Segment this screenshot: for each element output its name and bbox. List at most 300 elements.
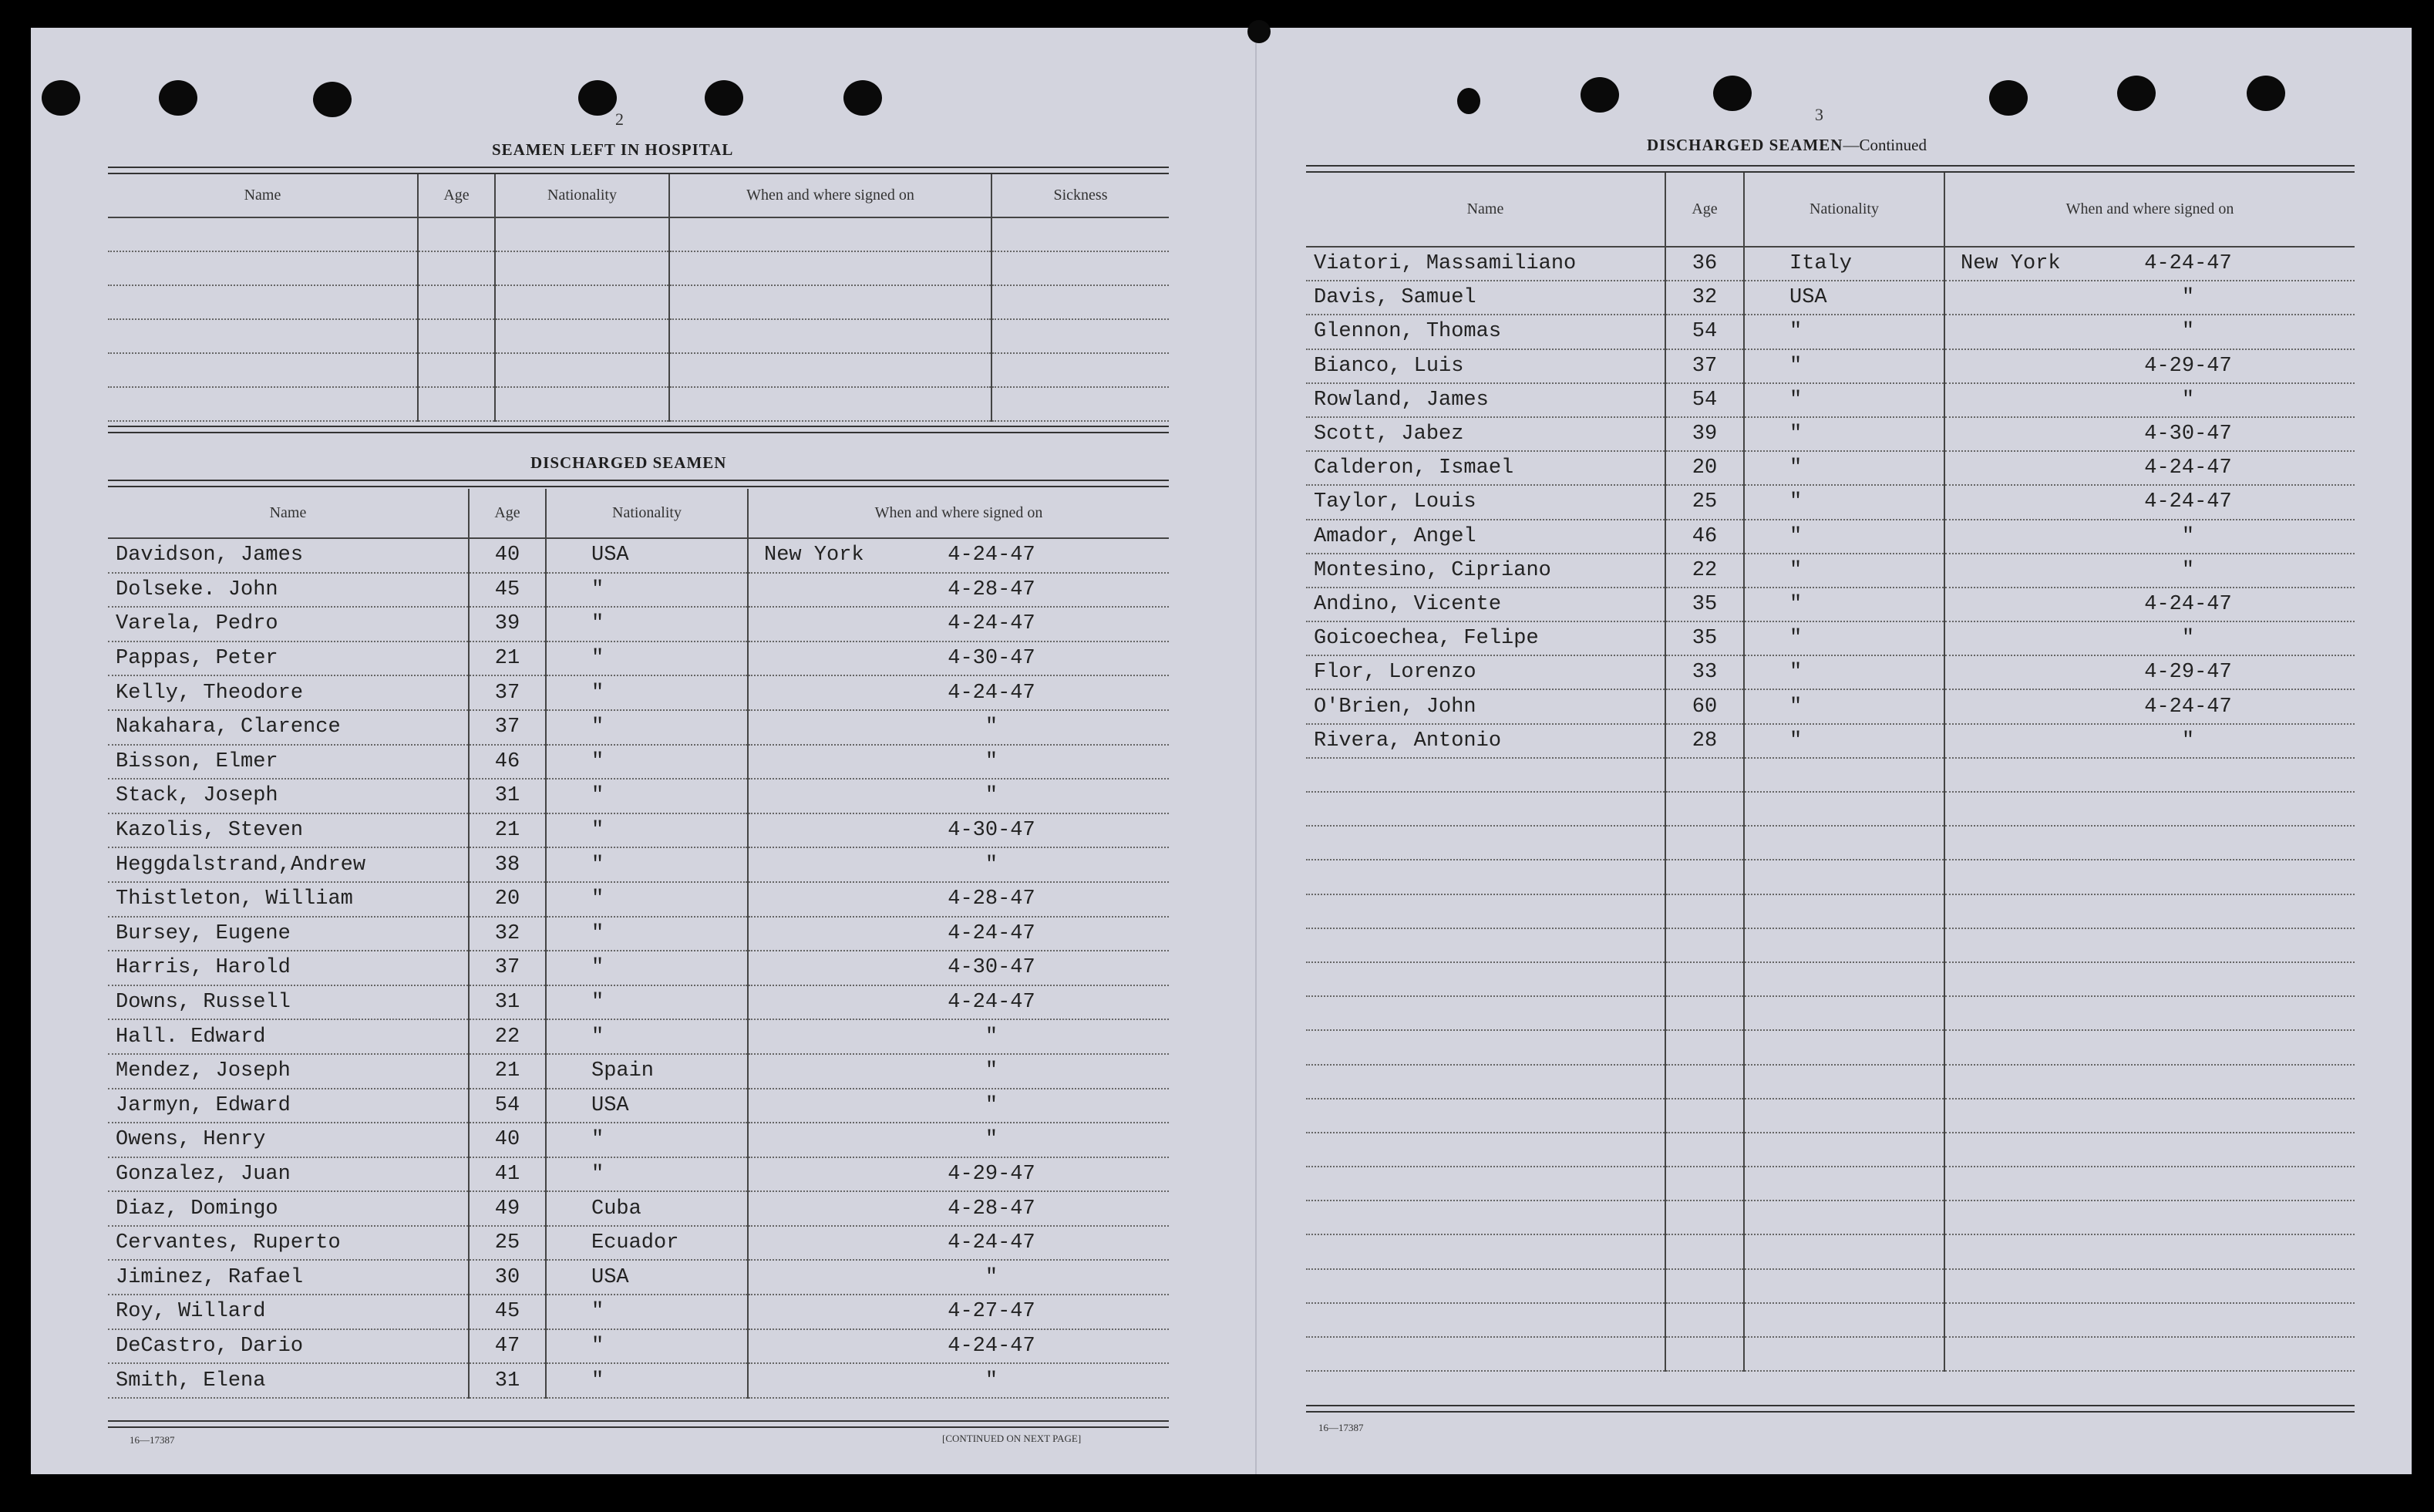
signed-on-cell xyxy=(748,538,1169,573)
signed-on-cell xyxy=(748,985,1169,1020)
blank-row xyxy=(108,217,1169,251)
blank-cell xyxy=(418,387,495,421)
blank-cell xyxy=(418,285,495,319)
signed-on-cell xyxy=(748,1157,1169,1192)
table-row xyxy=(108,538,1169,573)
blank-cell xyxy=(108,217,418,251)
punch-hole xyxy=(1989,80,2028,116)
seaman-age: 31 xyxy=(469,779,546,813)
blank-cell xyxy=(1665,1133,1744,1167)
column-header-sickness: Sickness xyxy=(991,174,1169,217)
signed-on-date: " xyxy=(2181,627,2195,651)
signed-on-date: " xyxy=(985,784,998,808)
table-row xyxy=(108,675,1169,710)
seaman-age: 47 xyxy=(469,1329,546,1364)
seaman-name: Jarmyn, Edward xyxy=(108,1089,469,1123)
blank-row xyxy=(1306,1133,2355,1167)
blank-cell xyxy=(1306,962,1665,996)
blank-row xyxy=(1306,1269,2355,1303)
seaman-name: Bursey, Eugene xyxy=(108,917,469,951)
discharged-continued-table xyxy=(1306,173,2355,1372)
blank-cell xyxy=(991,353,1169,387)
signed-on-date: " xyxy=(2181,388,2195,412)
blank-cell xyxy=(1306,758,1665,792)
blank-row xyxy=(1306,894,2355,928)
seaman-nationality: " xyxy=(1744,383,1944,417)
seaman-nationality: " xyxy=(1744,315,1944,349)
seaman-nationality: " xyxy=(546,710,748,745)
seaman-age: 39 xyxy=(469,607,546,642)
signed-on-date: " xyxy=(985,1128,998,1152)
blank-cell xyxy=(1944,758,2355,792)
column-header-name: Name xyxy=(1306,173,1665,247)
blank-cell xyxy=(1665,1030,1744,1064)
signed-on-cell xyxy=(1944,485,2355,519)
blank-cell xyxy=(495,319,669,353)
double-rule xyxy=(108,480,1169,487)
signed-on-date: " xyxy=(985,1025,998,1049)
blank-cell xyxy=(1306,996,1665,1030)
blank-cell xyxy=(1744,1234,1944,1268)
seaman-nationality: " xyxy=(546,882,748,917)
seaman-nationality: USA xyxy=(1744,281,1944,315)
seaman-age: 38 xyxy=(469,847,546,882)
double-rule xyxy=(1306,1405,2355,1413)
signed-on-cell xyxy=(748,847,1169,882)
seaman-nationality: " xyxy=(546,779,748,813)
blank-cell xyxy=(1944,996,2355,1030)
blank-row xyxy=(1306,792,2355,826)
blank-cell xyxy=(1306,1065,1665,1099)
signed-on-cell xyxy=(1944,621,2355,655)
seaman-nationality: " xyxy=(1744,349,1944,383)
signed-on-date: " xyxy=(2181,729,2195,753)
signed-on-date: 4-28-47 xyxy=(948,578,1035,601)
table-row xyxy=(108,745,1169,780)
seaman-name: Amador, Angel xyxy=(1306,520,1665,554)
table-row xyxy=(1306,588,2355,621)
table-row xyxy=(108,573,1169,608)
blank-cell xyxy=(1306,1234,1665,1268)
table-row xyxy=(108,1329,1169,1364)
seaman-age: 22 xyxy=(469,1019,546,1054)
blank-cell xyxy=(991,285,1169,319)
signed-on-cell xyxy=(748,1019,1169,1054)
blank-row xyxy=(1306,1030,2355,1064)
blank-cell xyxy=(1744,1201,1944,1234)
seaman-nationality: USA xyxy=(546,538,748,573)
seaman-name: Calderon, Ismael xyxy=(1306,451,1665,485)
signed-on-date: 4-24-47 xyxy=(948,1231,1035,1255)
column-header-signed-on: When and where signed on xyxy=(748,489,1169,538)
blank-cell xyxy=(991,387,1169,421)
seaman-name: DeCastro, Dario xyxy=(108,1329,469,1364)
seaman-nationality: " xyxy=(546,573,748,608)
table-row xyxy=(108,1054,1169,1089)
blank-cell xyxy=(669,353,991,387)
punch-hole xyxy=(42,80,80,116)
discharged-table-header xyxy=(108,489,1169,538)
left-page xyxy=(31,28,1257,1474)
blank-cell xyxy=(1665,1099,1744,1133)
blank-row xyxy=(108,285,1169,319)
blank-cell xyxy=(108,251,418,285)
signed-on-cell xyxy=(1944,655,2355,689)
seaman-nationality: " xyxy=(546,1019,748,1054)
signed-on-date: 4-29-47 xyxy=(2144,354,2232,378)
blank-cell xyxy=(1944,1167,2355,1201)
seaman-age: 54 xyxy=(1665,315,1744,349)
seaman-nationality: " xyxy=(1744,621,1944,655)
signed-on-cell xyxy=(748,882,1169,917)
punch-hole xyxy=(159,80,197,116)
blank-row xyxy=(108,353,1169,387)
seaman-nationality: " xyxy=(546,607,748,642)
blank-cell xyxy=(1306,1269,1665,1303)
seaman-name: Kazolis, Steven xyxy=(108,813,469,848)
blank-cell xyxy=(1944,826,2355,860)
blank-cell xyxy=(1944,962,2355,996)
signed-on-date: 4-29-47 xyxy=(948,1162,1035,1186)
seaman-nationality: " xyxy=(546,1123,748,1157)
discharged-continued-title xyxy=(1647,136,1927,155)
table-row xyxy=(108,1226,1169,1261)
seaman-name: Cervantes, Ruperto xyxy=(108,1226,469,1261)
seaman-age: 54 xyxy=(469,1089,546,1123)
signed-on-date: 4-30-47 xyxy=(948,956,1035,980)
section-title-suffix: —Continued xyxy=(1843,136,1927,154)
table-row xyxy=(108,1123,1169,1157)
table-row xyxy=(108,985,1169,1020)
blank-cell xyxy=(1306,1133,1665,1167)
seaman-name: Rowland, James xyxy=(1306,383,1665,417)
seaman-age: 37 xyxy=(469,675,546,710)
punch-hole xyxy=(1457,88,1480,114)
signed-on-date: 4-27-47 xyxy=(948,1300,1035,1324)
seaman-name: Mendez, Joseph xyxy=(108,1054,469,1089)
blank-row xyxy=(108,319,1169,353)
seaman-age: 20 xyxy=(1665,451,1744,485)
discharged-table xyxy=(108,489,1169,1399)
signed-on-cell xyxy=(748,1191,1169,1226)
seaman-name: Pappas, Peter xyxy=(108,642,469,676)
signed-on-cell xyxy=(1944,281,2355,315)
signed-on-date: " xyxy=(985,1369,998,1392)
signed-on-date: " xyxy=(2181,524,2195,548)
seaman-name: Montesino, Cipriano xyxy=(1306,554,1665,588)
blank-cell xyxy=(418,319,495,353)
seaman-nationality: " xyxy=(546,813,748,848)
blank-cell xyxy=(991,319,1169,353)
signed-on-cell xyxy=(748,1260,1169,1295)
blank-cell xyxy=(1744,1099,1944,1133)
signed-on-cell xyxy=(748,1226,1169,1261)
table-row xyxy=(108,1157,1169,1192)
seaman-nationality: " xyxy=(1744,417,1944,451)
seaman-name: Goicoechea, Felipe xyxy=(1306,621,1665,655)
blank-cell xyxy=(1665,928,1744,962)
seaman-name: Kelly, Theodore xyxy=(108,675,469,710)
seaman-age: 31 xyxy=(469,985,546,1020)
blank-cell xyxy=(991,251,1169,285)
signed-on-cell xyxy=(748,779,1169,813)
hospital-table-header xyxy=(108,174,1169,217)
seaman-nationality: " xyxy=(1744,689,1944,723)
blank-row xyxy=(1306,1167,2355,1201)
seaman-name: Thistleton, William xyxy=(108,882,469,917)
column-header-name: Name xyxy=(108,489,469,538)
seaman-nationality: Ecuador xyxy=(546,1226,748,1261)
blank-cell xyxy=(1744,894,1944,928)
seaman-age: 45 xyxy=(469,573,546,608)
blank-cell xyxy=(1744,1303,1944,1337)
seaman-age: 21 xyxy=(469,642,546,676)
seaman-nationality: " xyxy=(546,1329,748,1364)
hospital-section-title: SEAMEN LEFT IN HOSPITAL xyxy=(492,140,734,159)
table-row xyxy=(1306,655,2355,689)
column-header-age: Age xyxy=(469,489,546,538)
table-row xyxy=(1306,485,2355,519)
table-row xyxy=(108,1260,1169,1295)
seaman-nationality: " xyxy=(1744,520,1944,554)
signed-on-date: 4-24-47 xyxy=(948,1334,1035,1358)
signed-on-cell xyxy=(1944,349,2355,383)
blank-row xyxy=(1306,1337,2355,1371)
seaman-age: 21 xyxy=(469,1054,546,1089)
table-row xyxy=(108,1089,1169,1123)
blank-cell xyxy=(1944,1099,2355,1133)
signed-on-cell xyxy=(748,607,1169,642)
blank-cell xyxy=(1944,1269,2355,1303)
blank-cell xyxy=(1944,860,2355,894)
punch-hole xyxy=(1247,20,1271,43)
blank-cell xyxy=(495,285,669,319)
signed-on-cell xyxy=(748,1123,1169,1157)
signed-on-cell xyxy=(1944,451,2355,485)
table-row xyxy=(108,1363,1169,1398)
seaman-name: Heggdalstrand,Andrew xyxy=(108,847,469,882)
blank-cell xyxy=(1744,758,1944,792)
table-row xyxy=(108,779,1169,813)
signed-on-date: " xyxy=(2181,320,2195,344)
signed-on-cell xyxy=(748,710,1169,745)
seaman-nationality: " xyxy=(546,917,748,951)
signed-on-cell xyxy=(748,917,1169,951)
blank-row xyxy=(1306,1201,2355,1234)
seaman-nationality: Spain xyxy=(546,1054,748,1089)
blank-cell xyxy=(1744,1269,1944,1303)
seaman-name: Stack, Joseph xyxy=(108,779,469,813)
column-header-signed-on: When and where signed on xyxy=(669,174,991,217)
blank-cell xyxy=(1665,826,1744,860)
seaman-age: 37 xyxy=(469,710,546,745)
signed-on-date: 4-30-47 xyxy=(2144,423,2232,446)
signed-on-date: 4-28-47 xyxy=(948,887,1035,911)
blank-row xyxy=(108,251,1169,285)
seaman-nationality: " xyxy=(1744,655,1944,689)
signed-on-cell xyxy=(748,675,1169,710)
seaman-nationality: " xyxy=(1744,724,1944,758)
blank-cell xyxy=(1306,1030,1665,1064)
seaman-name: Gonzalez, Juan xyxy=(108,1157,469,1192)
seaman-name: O'Brien, John xyxy=(1306,689,1665,723)
signed-on-date: 4-29-47 xyxy=(2144,661,2232,685)
table-row xyxy=(1306,451,2355,485)
signed-on-date: 4-24-47 xyxy=(2144,252,2232,276)
seaman-name: Bianco, Luis xyxy=(1306,349,1665,383)
signed-on-date: 4-28-47 xyxy=(948,1197,1035,1221)
blank-row xyxy=(1306,996,2355,1030)
blank-cell xyxy=(669,387,991,421)
blank-cell xyxy=(1665,1065,1744,1099)
blank-cell xyxy=(1665,962,1744,996)
seaman-age: 41 xyxy=(469,1157,546,1192)
seaman-nationality: " xyxy=(1744,554,1944,588)
blank-cell xyxy=(1944,894,2355,928)
hospital-table xyxy=(108,174,1169,422)
blank-cell xyxy=(1665,1234,1744,1268)
signed-on-date: 4-24-47 xyxy=(2144,592,2232,616)
seaman-name: Bisson, Elmer xyxy=(108,745,469,780)
signed-on-cell xyxy=(748,573,1169,608)
right-page xyxy=(1257,28,2412,1474)
seaman-nationality: " xyxy=(546,1157,748,1192)
blank-cell xyxy=(495,387,669,421)
blank-cell xyxy=(1744,996,1944,1030)
seaman-age: 39 xyxy=(1665,417,1744,451)
seaman-name: Viatori, Massamiliano xyxy=(1306,247,1665,281)
blank-cell xyxy=(1944,1201,2355,1234)
signed-on-date: 4-24-47 xyxy=(948,544,1035,567)
table-row xyxy=(1306,621,2355,655)
seaman-name: Davidson, James xyxy=(108,538,469,573)
blank-cell xyxy=(1306,928,1665,962)
signed-on-date: 4-30-47 xyxy=(948,819,1035,843)
blank-row xyxy=(1306,758,2355,792)
seaman-name: Nakahara, Clarence xyxy=(108,710,469,745)
seaman-name: Dolseke. John xyxy=(108,573,469,608)
page-number: 2 xyxy=(615,109,624,129)
seaman-age: 20 xyxy=(469,882,546,917)
seaman-age: 35 xyxy=(1665,588,1744,621)
signed-on-cell xyxy=(748,1295,1169,1329)
signed-on-date: " xyxy=(985,1093,998,1117)
seaman-age: 33 xyxy=(1665,655,1744,689)
table-row xyxy=(108,607,1169,642)
blank-row xyxy=(1306,826,2355,860)
form-number: 16—17387 xyxy=(130,1434,175,1446)
blank-cell xyxy=(1306,1099,1665,1133)
blank-cell xyxy=(1944,1065,2355,1099)
blank-cell xyxy=(1665,860,1744,894)
signed-on-cell xyxy=(748,1329,1169,1364)
discharged-table-header xyxy=(1306,173,2355,247)
blank-cell xyxy=(1665,1303,1744,1337)
seaman-nationality: " xyxy=(1744,451,1944,485)
table-row xyxy=(1306,554,2355,588)
seaman-name: Andino, Vicente xyxy=(1306,588,1665,621)
signed-on-date: 4-24-47 xyxy=(948,681,1035,705)
discharged-section-title: DISCHARGED SEAMEN xyxy=(530,453,727,472)
signed-on-cell xyxy=(1944,247,2355,281)
signed-on-cell xyxy=(1944,689,2355,723)
seaman-age: 60 xyxy=(1665,689,1744,723)
blank-cell xyxy=(1744,792,1944,826)
blank-cell xyxy=(1665,1167,1744,1201)
punch-hole xyxy=(313,82,352,117)
table-row xyxy=(1306,247,2355,281)
blank-cell xyxy=(1306,1201,1665,1234)
seaman-age: 32 xyxy=(469,917,546,951)
table-row xyxy=(108,1019,1169,1054)
blank-cell xyxy=(1665,1269,1744,1303)
seaman-nationality: " xyxy=(1744,485,1944,519)
double-rule xyxy=(1306,165,2355,173)
seaman-age: 28 xyxy=(1665,724,1744,758)
seaman-nationality: Italy xyxy=(1744,247,1944,281)
blank-cell xyxy=(1665,1201,1744,1234)
blank-cell xyxy=(1744,928,1944,962)
double-rule xyxy=(108,1420,1169,1428)
blank-row xyxy=(1306,1065,2355,1099)
blank-cell xyxy=(1665,792,1744,826)
continued-note: [CONTINUED ON NEXT PAGE] xyxy=(942,1433,1082,1444)
punch-hole xyxy=(2247,76,2285,111)
punch-hole xyxy=(705,80,743,116)
table-row xyxy=(1306,724,2355,758)
blank-cell xyxy=(418,353,495,387)
blank-cell xyxy=(1744,860,1944,894)
blank-cell xyxy=(1944,1133,2355,1167)
blank-cell xyxy=(669,319,991,353)
signed-on-date: 4-24-47 xyxy=(948,921,1035,945)
blank-cell xyxy=(669,251,991,285)
blank-cell xyxy=(108,353,418,387)
blank-cell xyxy=(418,217,495,251)
seaman-name: Downs, Russell xyxy=(108,985,469,1020)
signed-on-cell xyxy=(1944,383,2355,417)
signed-on-cell xyxy=(1944,520,2355,554)
signed-on-cell xyxy=(748,745,1169,780)
blank-cell xyxy=(108,319,418,353)
blank-cell xyxy=(1744,826,1944,860)
signed-on-cell xyxy=(1944,724,2355,758)
seaman-name: Varela, Pedro xyxy=(108,607,469,642)
seaman-name: Rivera, Antonio xyxy=(1306,724,1665,758)
seaman-name: Owens, Henry xyxy=(108,1123,469,1157)
signed-on-cell xyxy=(748,642,1169,676)
column-header-nationality: Nationality xyxy=(1744,173,1944,247)
seaman-age: 46 xyxy=(1665,520,1744,554)
blank-row xyxy=(1306,1303,2355,1337)
signed-on-date: 4-24-47 xyxy=(2144,490,2232,514)
signed-on-date: 4-24-47 xyxy=(2144,695,2232,719)
signed-on-cell xyxy=(748,1363,1169,1398)
signed-on-place: New York xyxy=(1961,252,2061,276)
seaman-name: Diaz, Domingo xyxy=(108,1191,469,1226)
blank-cell xyxy=(669,217,991,251)
blank-cell xyxy=(1306,860,1665,894)
table-row xyxy=(108,813,1169,848)
table-row xyxy=(1306,383,2355,417)
seaman-age: 46 xyxy=(469,745,546,780)
column-header-nationality: Nationality xyxy=(495,174,669,217)
signed-on-date: 4-24-47 xyxy=(948,612,1035,636)
seaman-name: Jiminez, Rafael xyxy=(108,1260,469,1295)
signed-on-cell xyxy=(748,1054,1169,1089)
seaman-age: 36 xyxy=(1665,247,1744,281)
signed-on-date: " xyxy=(985,853,998,877)
